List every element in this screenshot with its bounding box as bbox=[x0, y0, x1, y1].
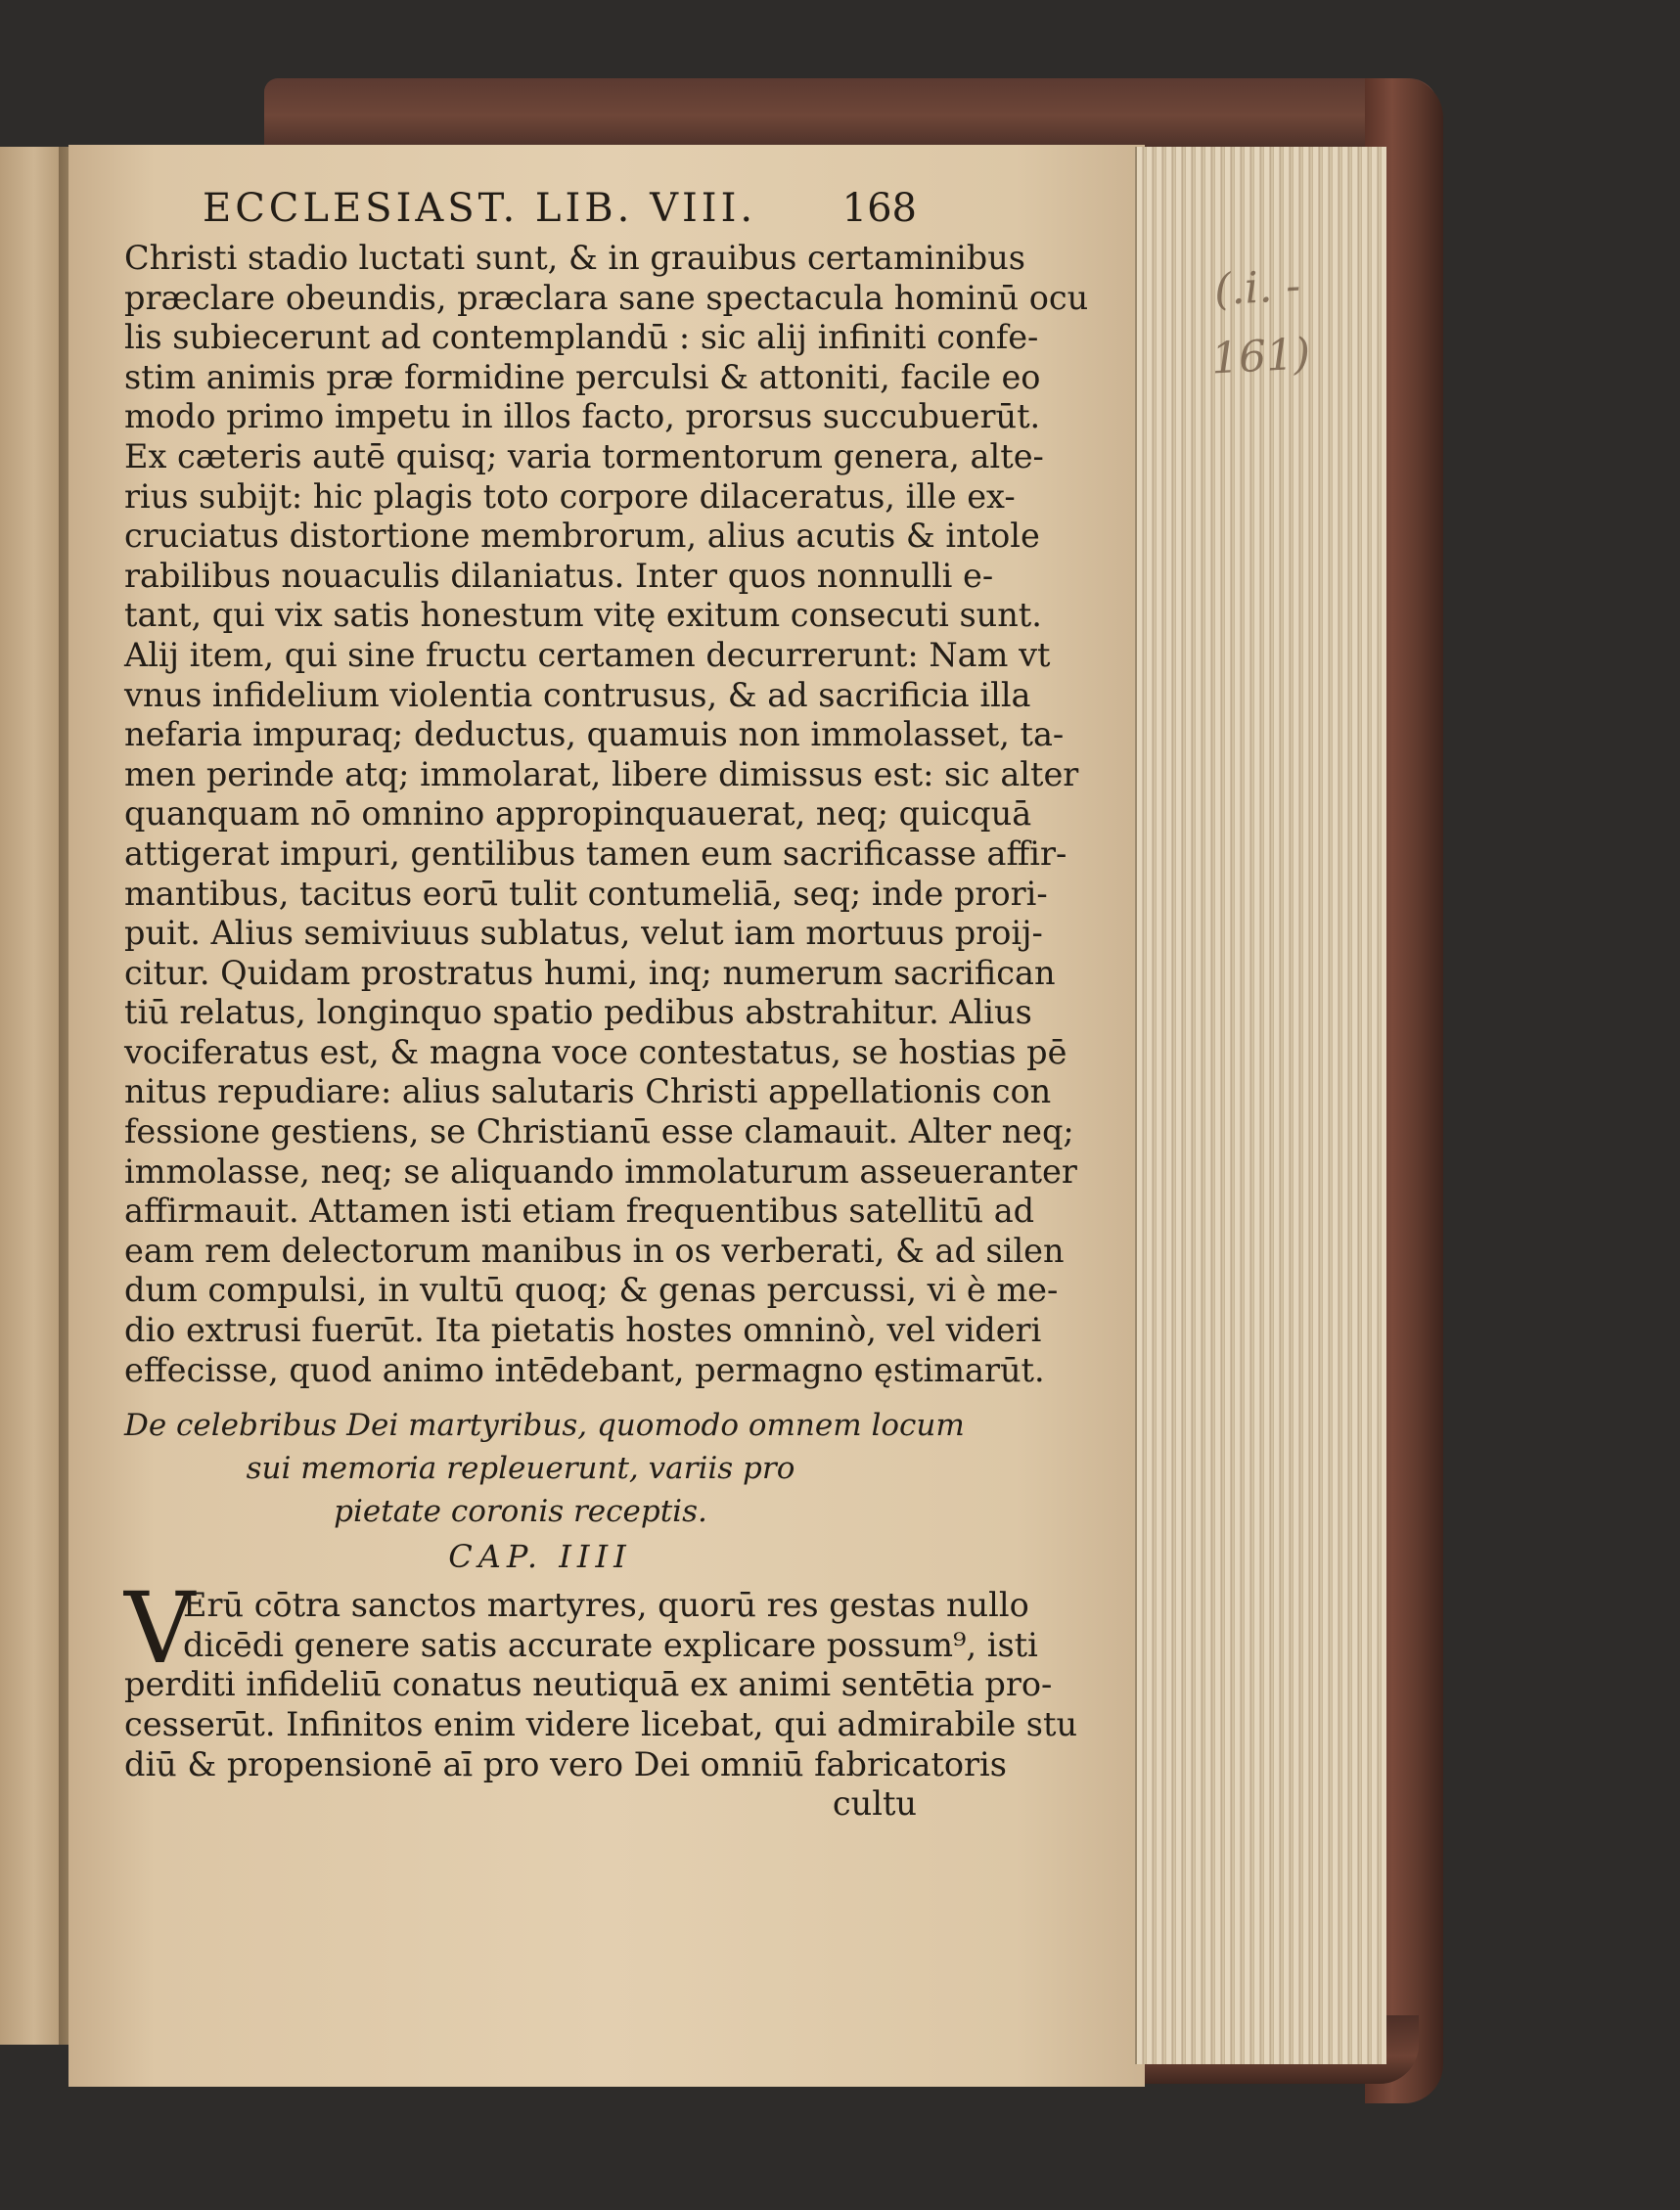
text-line: dio extrusi fuerūt. Ita pietatis hostes omninò, vel videri bbox=[124, 1311, 1042, 1350]
page-number: 168 bbox=[841, 186, 917, 231]
text-line: fessione gestiens, se Christianū esse clamauit. Alter neq; bbox=[124, 1112, 1074, 1151]
text-line: immolasse, neq; se aliquando immolaturum asseueranter bbox=[124, 1151, 1077, 1191]
text-line: stim animis præ formidine perculsi & attoniti, facile eo bbox=[124, 357, 1041, 396]
book-cover-top bbox=[264, 78, 1438, 147]
catchword: cultu bbox=[832, 1784, 917, 1824]
text-line: tiū relatus, longinquo spatio pedibus abstrahitur. Alius bbox=[124, 993, 1032, 1032]
body-paragraph bbox=[124, 239, 1089, 1390]
text-line: diū & propensionē aī pro vero Dei omniū fabricatoris bbox=[124, 1744, 1007, 1783]
text-line: quanquam nō omnino appropinquauerat, neq; quicquā bbox=[124, 794, 1032, 834]
page-edges bbox=[1135, 147, 1386, 2064]
running-header bbox=[203, 186, 917, 231]
text-line: effecisse, quod animo intēdebant, permagno ęstimarūt. bbox=[124, 1350, 1045, 1389]
text-line: Christi stadio luctati sunt, & in grauibus certaminibus bbox=[124, 239, 1025, 277]
text-line: cruciatus distortione membrorum, alius acutis & intole bbox=[124, 517, 1040, 556]
text-line: vociferatus est, & magna voce contestatus, se hostias pē bbox=[124, 1032, 1067, 1071]
heading-line: pietate coronis receptis. bbox=[334, 1494, 707, 1530]
text-line: puit. Alius semiviuus sublatus, velut iam mortuus proij- bbox=[124, 914, 1043, 953]
chapter-heading bbox=[124, 1404, 965, 1533]
text-line: præclare obeundis, præclara sane spectacula hominū ocu bbox=[124, 278, 1089, 317]
heading-line: sui memoria repleuerunt, variis pro bbox=[246, 1451, 795, 1487]
text-line: mantibus, tacitus eorū tulit contumeliā, seq; inde prori- bbox=[124, 874, 1048, 913]
heading-line: De celebribus Dei martyribus, quomodo omnem locum bbox=[124, 1408, 965, 1444]
text-line: vnus infidelium violentia contrusus, & ad sacrificia illa bbox=[124, 675, 1031, 714]
text-line: Alij item, qui sine fructu certamen decurrerunt: Nam vt bbox=[124, 635, 1051, 674]
chapter-label: CAP. IIII bbox=[448, 1538, 632, 1576]
chapter-paragraph bbox=[124, 1571, 1078, 1825]
text-line: men perinde atq; immolarat, libere dimissus est: sic alter bbox=[124, 754, 1079, 793]
text-line: rabilibus nouaculis dilaniatus. Inter quos nonnulli e- bbox=[124, 556, 994, 595]
margin-annotation: (.i. - 161) bbox=[1209, 260, 1312, 384]
text-line: dicēdi genere satis accurate explicare possum⁹, isti bbox=[183, 1625, 1038, 1664]
page-text bbox=[124, 186, 1089, 1825]
text-line: affirmauit. Attamen isti etiam frequentibus satellitū ad bbox=[124, 1192, 1035, 1231]
running-title: ECCLESIAST. LIB. VIII. bbox=[203, 186, 757, 231]
drop-cap: V bbox=[124, 1571, 196, 1687]
text-line: perditi infideliū conatus neutiquā ex animi sentētia pro- bbox=[124, 1665, 1053, 1704]
text-line: nefaria impuraq; deductus, quamuis non immolasset, ta- bbox=[124, 715, 1065, 754]
text-line: lis subiecerunt ad contemplandū : sic alij infiniti confe- bbox=[124, 318, 1039, 357]
text-line: modo primo impetu in illos facto, prorsus succubuerūt. bbox=[124, 397, 1041, 436]
text-line: Ex cæteris autē quisq; varia tormentorum genera, alte- bbox=[124, 436, 1044, 475]
text-line: eam rem delectorum manibus in os verberati, & ad silen bbox=[124, 1231, 1065, 1270]
text-line: tant, qui vix satis honestum vitę exitum consecuti sunt. bbox=[124, 596, 1042, 635]
text-line: rius subijt: hic plagis toto corpore dilaceratus, ille ex- bbox=[124, 476, 1016, 516]
text-line: dum compulsi, in vultū quoq; & genas percussi, vi è me- bbox=[124, 1271, 1059, 1310]
text-line: citur. Quidam prostratus humi, inq; numerum sacrifican bbox=[124, 953, 1056, 992]
text-line: Erū cōtra sanctos martyres, quorū res gestas nullo bbox=[183, 1586, 1029, 1625]
text-line: attigerat impuri, gentilibus tamen eum sacrificasse affir- bbox=[124, 834, 1067, 873]
text-line: nitus repudiare: alius salutaris Christi appellationis con bbox=[124, 1072, 1052, 1111]
text-line: cesserūt. Infinitos enim videre licebat, qui admirabile stu bbox=[124, 1705, 1078, 1743]
